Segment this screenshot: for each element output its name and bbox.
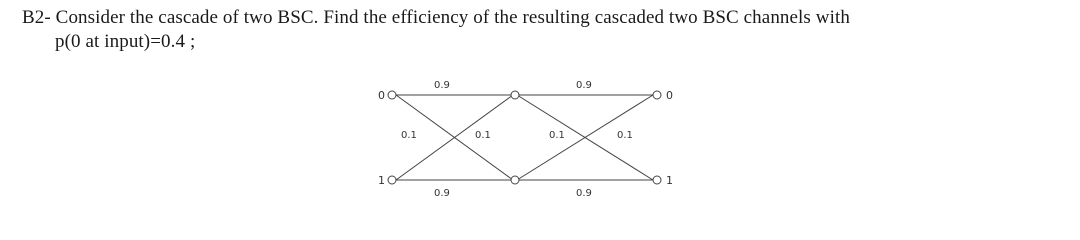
problem-number: B2- [22,7,51,28]
problem-text-line-2: p(0 at input)=0.4 ; [55,31,196,52]
input-node-1 [388,176,396,184]
input-node-0 [388,91,396,99]
middle-node-1 [511,176,519,184]
output-node-0 [653,91,661,99]
input-symbol-1: 1 [378,174,385,187]
input-symbol-0: 0 [378,89,385,102]
problem-text-line-1: Consider the cascade of two BSC. Find the efficiency of the resulting cascaded two BSC channels with [55,7,850,28]
stage2-top-label: 0.9 [576,80,592,91]
stage2-cross-up-label: 0.1 [617,130,633,141]
output-node-1 [653,176,661,184]
stage1-top-label: 0.9 [434,80,450,91]
stage1-bottom-label: 0.9 [434,188,450,199]
stage2-cross-down-label: 0.1 [549,130,565,141]
middle-node-0 [511,91,519,99]
stage2-bottom-label: 0.9 [576,188,592,199]
stage1-cross-down-label: 0.1 [401,130,417,141]
output-symbol-0: 0 [666,89,673,102]
output-symbol-1: 1 [666,174,673,187]
stage1-cross-up-label: 0.1 [475,130,491,141]
